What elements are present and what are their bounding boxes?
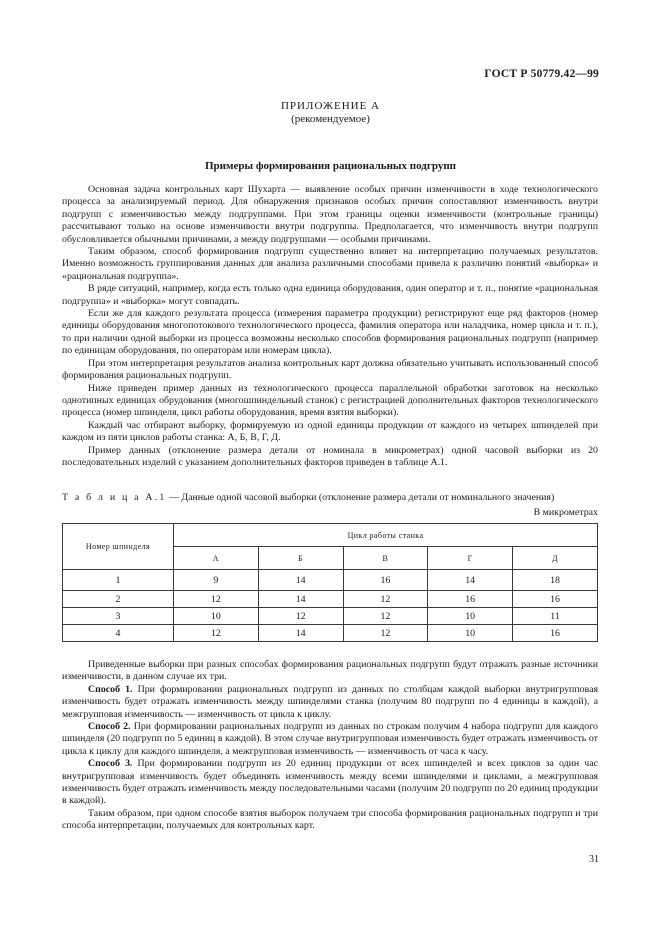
method-2-text: При формировании рациональных подгрупп из данных по строкам получим 4 набора подгрупп для каждого шпинделя (20 подгрупп по 5 единиц в каждой). В этом случае внутригрупповая изменчивость будет отражать изменчивость от цикла к циклу для каждого шпинделя, а межгрупповая изменчивость — изменчивость от часа к часу. (62, 721, 598, 757)
table-cell: 16 (428, 591, 513, 608)
table-header-row (63, 524, 598, 547)
header-cycle-a: А (174, 547, 259, 570)
paragraph: Каждый час отбирают выборку, формируемую из одной единицы продукции от каждого из четырех шпинделей при каждом из пяти циклов работы станка: А, Б, В, Г, Д. (62, 419, 598, 444)
table-cell: 9 (174, 570, 259, 591)
appendix-subtitle: (рекомендуемое) (291, 113, 370, 125)
table-cell: 10 (174, 608, 259, 625)
method-1-text: При формировании рациональных подгрупп из данных по столбцам каждой выборки внутригрупповая изменчивость будет отражать изменчивость между шпинделями станка (получим 80 подгрупп по 4 единицы в каждой), а межгрупповая изменчивость — изменчивость от цикла к циклу. (62, 683, 598, 720)
paragraph: Таким образом, способ формирования подгрупп существенно влияет на интерпретацию получаемых результатов. Именно возможность группирования данных для анализа различными способами привела к различию понятий «выборка» и «рациональная подгруппа». (62, 246, 598, 282)
table-cell: 12 (343, 608, 428, 625)
table-cell: 14 (428, 570, 513, 591)
table-cell: 14 (258, 625, 343, 642)
table-cell: 12 (174, 591, 259, 608)
cell-spindle: 4 (63, 625, 174, 642)
header-cycle: Цикл работы станка (174, 524, 598, 547)
section-heading: Примеры формирования рациональных подгрупп (204, 160, 457, 172)
paragraph: В ряде ситуаций, например, когда есть только одна единица оборудования, один оператор и т. п., понятие «рациональная подгруппа» и «выборка» могут совпадать. (62, 283, 598, 307)
table-row (63, 591, 598, 608)
table-caption (62, 492, 598, 504)
table-caption-text: — Данные одной часовой выборки (отклонение размера детали от номинального значения) (166, 492, 555, 503)
paragraph-method-2 (62, 721, 598, 758)
header-cycle-v: В (343, 547, 428, 570)
cell-spindle: 2 (63, 591, 174, 608)
appendix-title: ПРИЛОЖЕНИЕ А (280, 100, 380, 112)
page-number: 31 (589, 854, 599, 865)
table-cell: 16 (343, 570, 428, 591)
table-cell: 10 (428, 625, 513, 642)
table-units: В микрометрах (533, 507, 598, 518)
header-cycle-d: Д (513, 547, 598, 570)
header-cycle-b: Б (258, 547, 343, 570)
table-cell: 11 (513, 608, 598, 625)
table-cell: 12 (258, 608, 343, 625)
paragraph-method-1 (62, 684, 598, 721)
paragraph: Если же для каждого результата процесса (измерения параметра продукции) регистрируют еще ряд факторов (номер единицы оборудования многопотокового технологического процесса, фамилия оператора или наладчика, номер цикла и т. п.), то при наличии одной выборки из процесса возможны несколько способов формирования рациональных подгрупп (например по единицам оборудования, по операторам или номерам цикла). (62, 308, 598, 357)
body-text-bottom (62, 659, 598, 833)
cell-spindle: 3 (63, 608, 174, 625)
table-row (63, 625, 598, 642)
paragraph-method-3 (62, 758, 598, 808)
table-caption-label: Т а б л и ц а А.1 (62, 492, 167, 503)
method-3-label: Способ 3. (88, 758, 133, 770)
paragraph: Таким образом, при одном способе взятия выборок получаем три способа формирования рациональных подгрупп и три способа интерпретации, получаемых для контрольных карт. (62, 807, 598, 832)
method-2-label: Способ 2. (88, 721, 131, 733)
cell-spindle: 1 (63, 570, 174, 591)
table-row (63, 608, 598, 625)
paragraph: Приведенные выборки при разных способах формирования рациональных подгрупп будут отражать разные источники изменчивости, в данном случае их три. (62, 659, 598, 683)
header-cycle-g: Г (428, 547, 513, 570)
paragraph: Ниже приведен пример данных из технологического процесса параллельной обработки заготовок на несколько однотипных единицах обрудования (многошпиндельный станок) с регистрацией дополнительных факторов технологического процесса (номер шпинделя, цикл работы оборудования, время взятия выборки). (62, 382, 598, 419)
body-text-top (62, 184, 598, 469)
data-table (62, 523, 598, 642)
header-spindle: Номер шпинделя (63, 524, 174, 570)
table-cell: 14 (258, 591, 343, 608)
table-cell: 10 (428, 608, 513, 625)
paragraph: Пример данных (отклонение размера детали от номинала в микрометрах) одной часовой выборки из 20 последовательных изделий с указанием дополнительных факторов приведен в таблице А.1. (62, 444, 598, 468)
table-cell: 12 (343, 591, 428, 608)
method-3-text: При формировании подгрупп из 20 единиц продукции от всех шпинделей и всех циклов за один час внутригрупповая изменчивость будет объединять изменчивость между всеми шпинделями и циклами, а межгрупповая изменчивость будет отражать изменчивость между последовательными часами (получим 20 подгрупп по 20 единиц продукции в каждой). (62, 758, 598, 807)
paragraph: При этом интерпретация результатов анализа контрольных карт должна обязательно учитывать использованный способ формирования рациональных подгрупп. (62, 357, 598, 382)
table-row (63, 570, 598, 591)
method-1-label: Способ 1. (88, 683, 133, 695)
table-cell: 18 (513, 570, 598, 591)
table-cell: 12 (343, 625, 428, 642)
standard-number: ГОСТ Р 50779.42—99 (484, 68, 599, 80)
table-cell: 16 (513, 591, 598, 608)
table-cell: 16 (513, 625, 598, 642)
table-cell: 14 (258, 570, 343, 591)
paragraph: Основная задача контрольных карт Шухарта — выявление особых причин изменчивости в ходе технологического процесса за анализируемый период. Для обнаружения признаков особых причин сопоставляют изменчивость внутри подгрупп с изменчивостью между подгруппами. При этом границы оценки изменчивости (контрольные границы) рассчитывают только на основе изменчивости внутри подгруппы. Предполагается, что изменчивость внутри подгрупп обусловливается обычными причинами, а между подгруппами — особыми причинами. (62, 184, 598, 245)
table-cell: 12 (174, 625, 259, 642)
